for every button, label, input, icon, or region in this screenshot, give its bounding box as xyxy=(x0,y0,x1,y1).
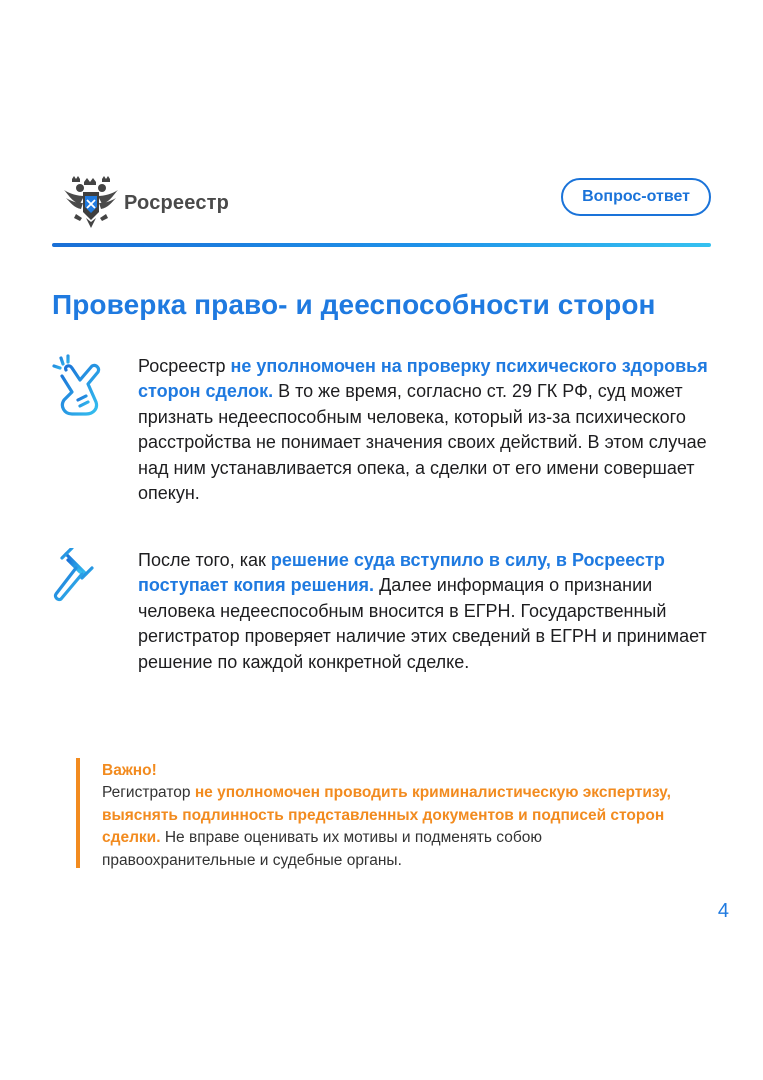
header xyxy=(52,172,711,228)
capacity-check-text xyxy=(138,354,708,506)
highlight-text: решение суда вступило в силу, в Росреестр поступает копия решения. xyxy=(138,550,665,596)
text-part: Далее информация о признании человека недееспособным вносится в ЕГРН. Государственный регистратор проверяет наличие этих сведений в ЕГРН и принимает решение по каждой конкретной сделке. xyxy=(138,575,707,672)
text-part: После того, как xyxy=(138,550,271,570)
header-divider xyxy=(52,243,711,247)
highlight-text: не уполномочен на проверку психического здоровья сторон сделок. xyxy=(138,356,708,402)
page-title: Проверка право- и дееспособности сторон xyxy=(52,289,656,320)
brand-name: Росреестр xyxy=(124,192,230,214)
pointing-hand-icon xyxy=(52,354,110,420)
note-title: Важно! xyxy=(102,762,157,779)
text-part: В то же время, согласно ст. 29 ГК РФ, суд может признать недееспособным человека, который из-за психического расстройства не понимает значения своих действий. В этом случае над ним устанавливается опека, а сделки от его имени совершает опекун. xyxy=(138,381,707,504)
text-part: Росреестр xyxy=(138,356,231,376)
page-number: 4 xyxy=(717,900,729,922)
court-decision-block xyxy=(52,548,712,698)
gavel-icon xyxy=(52,548,110,614)
note-text xyxy=(102,782,696,872)
eagle-emblem-icon xyxy=(62,176,120,230)
important-note xyxy=(76,758,696,868)
qa-button[interactable]: Вопрос-ответ xyxy=(561,178,711,216)
text-part: Не вправе оценивать их мотивы и подменять собою правоохранительные и судебные органы. xyxy=(102,829,542,869)
capacity-check-block xyxy=(52,354,712,534)
text-part: Регистратор xyxy=(102,784,195,801)
court-decision-text xyxy=(138,548,708,675)
highlight-text: не уполномочен проводить криминалистическую экспертизу, выяснять подлинность представленных документов и подписей сторон сделки. xyxy=(102,784,671,846)
